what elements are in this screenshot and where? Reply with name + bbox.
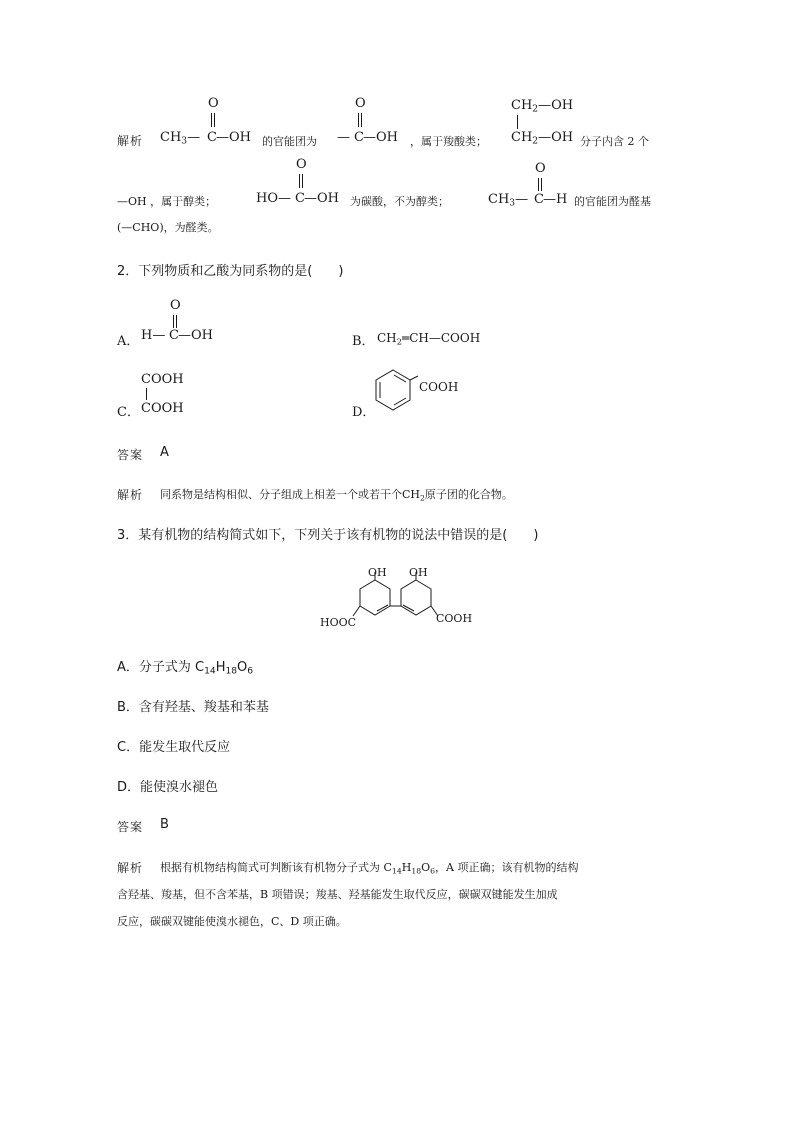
formula-substituent: COOH <box>419 380 459 394</box>
structure-cooh-right: COOH <box>436 612 473 625</box>
single-bond-line <box>146 388 147 400</box>
analysis-text: 反应，碳碳双键能使溴水褪色，C、D 项正确。 <box>117 915 347 928</box>
double-bond-line <box>211 113 212 127</box>
double-bond-line <box>541 178 542 191</box>
structure-oh-left: OH <box>368 566 387 579</box>
option-c: C．能发生取代反应 <box>117 740 231 755</box>
double-bond-line <box>173 315 174 328</box>
formula-oxygen: O <box>170 298 181 313</box>
analysis-text: 为碳酸，不为醇类； <box>350 195 449 208</box>
formula-carbon: C <box>207 130 217 145</box>
double-bond-line <box>538 178 539 191</box>
single-bond-line <box>517 115 518 129</box>
structure-oh-right: OH <box>409 566 428 579</box>
analysis-text: ，属于羧酸类； <box>410 135 487 148</box>
formula-oxygen: O <box>208 96 219 111</box>
analysis-text: 同系物是结构相似、分子组成上相差一个或若干个$CH_2$原子团的化合物。 <box>160 488 513 503</box>
formula-oxygen: O <box>355 96 366 111</box>
option-label: C． <box>117 405 140 420</box>
double-bond-line <box>302 174 303 188</box>
formula-oxygen: O <box>296 157 307 172</box>
formula-left-group: — <box>337 130 350 145</box>
formula-left-group: HO— <box>256 191 291 206</box>
answer-label: 答案 <box>117 820 144 834</box>
formula-carbon: C <box>169 328 179 343</box>
formula-left-group: $CH_3—$ <box>160 130 201 147</box>
formula-acrylic-acid: $CH_2═CH—COOH$ <box>377 331 481 347</box>
option-a: A．分子式为 $C_{14}H_{18}O_6$ <box>117 660 254 677</box>
formula-left-group: H— <box>141 328 166 343</box>
formula-right-group: —OH <box>216 130 251 145</box>
analysis-text: 分子内含 2 个 <box>580 135 649 148</box>
formula-oxygen: O <box>535 161 546 176</box>
double-bond-line <box>299 174 300 188</box>
double-bond-line <box>358 113 359 127</box>
analysis-text: —OH ，属于醇类； <box>117 195 217 208</box>
option-label: D． <box>352 405 376 420</box>
analysis-text: 根据有机物结构简式可判断该有机物分子式为 $C_{14}H_{18}O_6$，A 项正确；该有机物的结构 <box>160 861 579 876</box>
answer-value: A <box>160 445 169 460</box>
formula-left-group: $CH_3—$ <box>488 192 529 209</box>
analysis-text: 的官能团为醛基 <box>574 195 651 208</box>
analysis-text: (—CHO)，为醛类。 <box>117 221 219 234</box>
formula-bottom-row: COOH <box>141 401 184 416</box>
analysis-label: 解析 <box>117 488 144 502</box>
formula-bottom-row: $CH_2—OH$ <box>511 130 574 147</box>
benzene-ring-icon <box>372 368 422 418</box>
formula-top-row: COOH <box>141 372 184 387</box>
formula-carbon: C <box>295 191 305 206</box>
formula-right-group: —OH <box>178 328 213 343</box>
analysis-label: 解析 <box>117 134 144 148</box>
formula-carbon: C <box>534 192 544 207</box>
formula-right-group: —H <box>543 192 568 207</box>
double-bond-line <box>361 113 362 127</box>
formula-top-row: $CH_2—OH$ <box>511 98 574 115</box>
option-d: D．能使溴水褪色 <box>117 780 219 795</box>
question-stem: 3．某有机物的结构简式如下，下列关于该有机物的说法中错误的是( ) <box>117 528 539 543</box>
analysis-text: 含羟基、羧基，但不含苯基，B 项错误；羧基、羟基能发生取代反应，碳碳双键能发生加成 <box>117 888 558 901</box>
analysis-label: 解析 <box>117 861 144 875</box>
formula-carbon: C <box>354 130 364 145</box>
formula-right-group: —OH <box>363 130 398 145</box>
double-bond-line <box>176 315 177 328</box>
structure-cooh-left: HOOC <box>320 616 357 629</box>
analysis-text: 的官能团为 <box>262 135 317 148</box>
option-label: A． <box>117 334 140 349</box>
answer-value: B <box>160 817 169 832</box>
answer-label: 答案 <box>117 448 144 462</box>
option-label: B． <box>352 334 375 349</box>
option-b: B．含有羟基、羧基和苯基 <box>117 700 269 715</box>
formula-right-group: —OH <box>304 191 339 206</box>
question-stem: 2．下列物质和乙酸为同系物的是( ) <box>117 264 344 279</box>
double-bond-line <box>214 113 215 127</box>
